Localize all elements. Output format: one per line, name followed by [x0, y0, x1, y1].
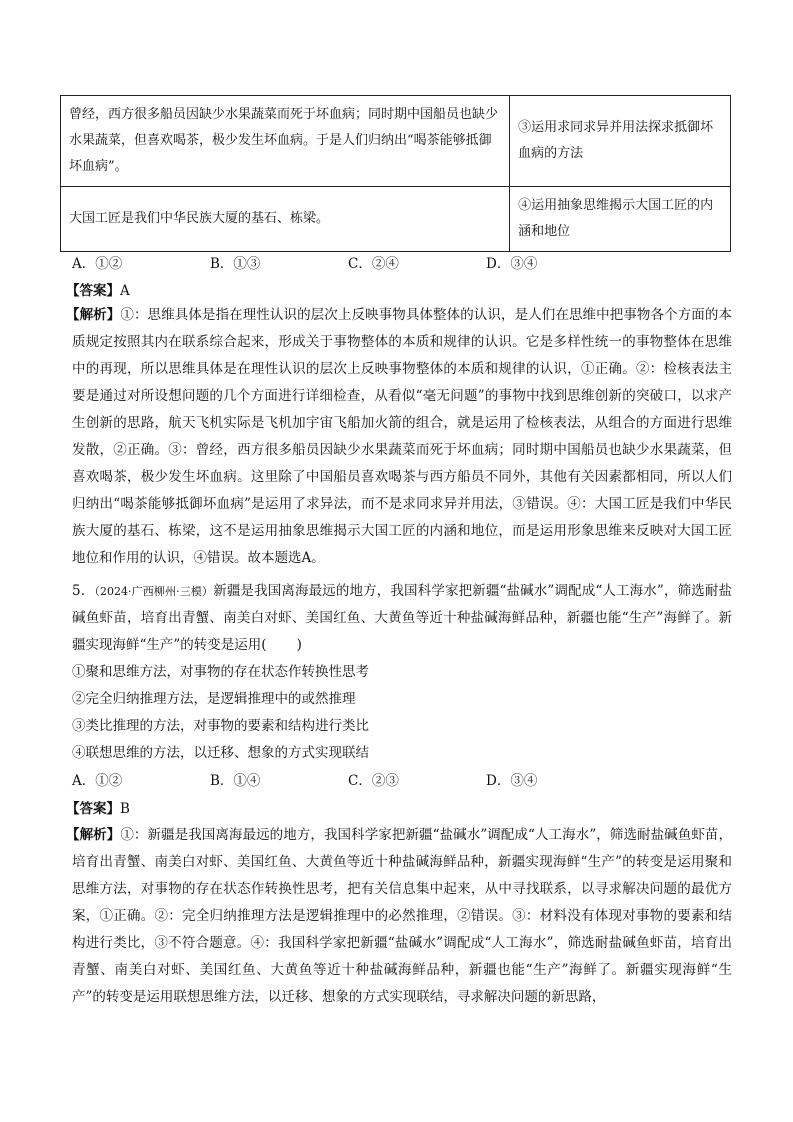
answer-label: 【答案】 [66, 283, 120, 299]
q5-stem [72, 578, 732, 659]
q5-items [72, 659, 732, 767]
table-cell-method: ④运用抽象思维揭示大国工匠的内涵和地位 [510, 187, 731, 252]
q5-options [72, 770, 624, 792]
option-d: D．③④ [486, 773, 538, 789]
question-stem-end: ) [296, 637, 302, 653]
q4-analysis [66, 302, 732, 572]
table-cell-material: 曾经，西方很多船员因缺少水果蔬菜而死于坏血病；同时期中国船员也缺少水果蔬菜，但喜欢喝茶，极少发生坏血病。于是人们归纳出“喝茶能够抵御坏血病”。 [61, 96, 510, 187]
option-b: B．①③ [210, 256, 261, 272]
option-a: A．①② [72, 256, 123, 272]
q4-answer [66, 280, 130, 302]
option-b: B．①④ [210, 773, 261, 789]
table-row [61, 96, 731, 187]
answer-label: 【答案】 [66, 801, 120, 817]
table-cell-material: 大国工匠是我们中华民族大厦的基石、栋梁。 [61, 187, 510, 252]
option-c: C．②④ [348, 256, 399, 272]
table-cell-method: ③运用求同求异并用法探求抵御坏血病的方法 [510, 96, 731, 187]
analysis-text: ①：新疆是我国离海最远的地方，我国科学家把新疆“盐碱水”调配成“人工海水”，筛选耐盐碱鱼虾苗，培育出青蟹、南美白对虾、美国红鱼、大黄鱼等近十种盐碱海鲜品种，新疆实现海鲜“生产”的转变是运用聚和思维方法，对事物的存在状态作转换性思考，把有关信息集中起来，从中寻找联系，以寻求解决问题的最优方案，①正确。②：完全归纳推理方法是逻辑推理中的必然推理，②错误。③：材料没有体现对事物的要素和结构进行类比，③不符合题意。④：我国科学家把新疆“盐碱水”调配成“人工海水”，筛选耐盐碱鱼虾苗，培育出青蟹、南美白对虾、美国红鱼、大黄鱼等近十种盐碱海鲜品种，新疆也能“生产”海鲜了。新疆实现海鲜“生产”的转变是运用联想思维方法，以迁移、想象的方式实现联结，寻求解决问题的新思路， [72, 827, 732, 1005]
option-d: D．③④ [486, 256, 538, 272]
option-a: A．①② [72, 773, 123, 789]
list-item: ①聚和思维方法，对事物的存在状态作转换性思考 [72, 664, 369, 680]
list-item: ④联想思维的方法，以迁移、想象的方式实现联结 [72, 745, 369, 761]
q5-analysis [66, 822, 732, 1011]
question-stem: 新疆是我国离海最远的地方，我国科学家把新疆“盐碱水”调配成“人工海水”，筛选耐盐碱鱼虾苗，培育出青蟹、南美白对虾、美国红鱼、大黄鱼等近十种盐碱海鲜品种，新疆也能“生产”海鲜了。新疆实现海鲜“生产”的转变是运用( [72, 583, 732, 653]
question-source: （2024·广西柳州·三模） [94, 585, 214, 598]
q5-answer [66, 798, 130, 820]
analysis-label: 【解析】 [66, 307, 121, 323]
table-row [61, 187, 731, 252]
answer-value: B [120, 801, 130, 817]
option-c: C．②③ [348, 773, 399, 789]
q4-options [72, 253, 624, 275]
analysis-text: ①：思维具体是指在理性认识的层次上反映事物具体整体的认识，是人们在思维中把事物各个方面的本质规定按照其内在联系综合起来，形成关于事物整体的本质和规律的认识。它是多样性统一的事物整体在思维中的再现，所以思维具体是在理性认识的层次上反映事物整体的本质和规律的认识，①正确。②：检核表法主要是通过对所设想问题的几个方面进行详细检查，从看似“毫无问题”的事物中找到思维创新的突破口，以求产生创新的思路，航天飞机实际是飞机加宇宙飞船加火箭的组合，就是运用了检核表法，从组合的方面进行思维发散，②正确。③：曾经，西方很多船员因缺少水果蔬菜而死于坏血病；同时期中国船员也缺少水果蔬菜，但喜欢喝茶，极少发生坏血病。这里除了中国船员喜欢喝茶与西方船员不同外，其他有关因素都相同，所以人们归纳出“喝茶能够抵御坏血病”是运用了求异法，而不是求同求异并用法，③错误。④：大国工匠是我们中华民族大厦的基石、栋梁，这不是运用抽象思维揭示大国工匠的内涵和地位，而是运用形象思维来反映对大国工匠地位和作用的认识，④错误。故本题选A。 [72, 307, 732, 566]
question-number: 5． [72, 583, 95, 599]
answer-value: A [120, 283, 130, 299]
list-item: ③类比推理的方法，对事物的要素和结构进行类比 [72, 718, 369, 734]
list-item: ②完全归纳推理方法，是逻辑推理中的或然推理 [72, 691, 356, 707]
question-table [60, 95, 731, 252]
analysis-label: 【解析】 [66, 827, 121, 843]
